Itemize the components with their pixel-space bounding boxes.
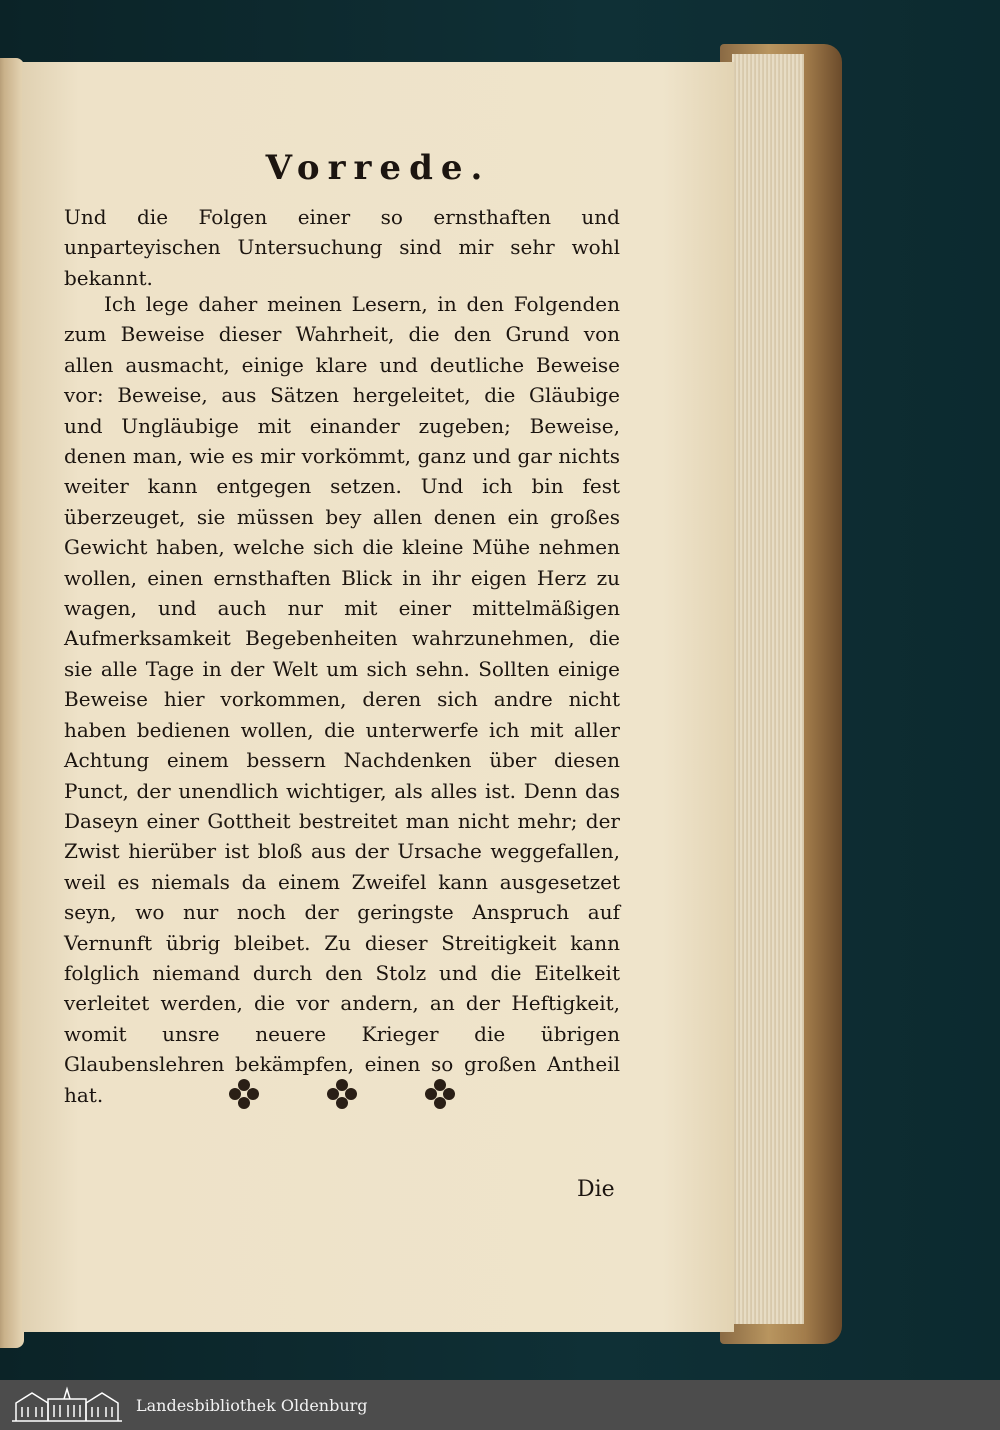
paragraph-2: Ich lege daher meinen Lesern, in den Folgenden zum Beweise dieser Wahrheit, die den Grund von allen ausmacht, einige klare und deutliche Beweise vor: Beweise, aus Sätzen hergeleitet, die Gläubige und Ungläubige mit einander zugeben; Beweise, denen man, wie es mir vorkömmt, ganz und gar nichts weiter kann entgegen setzen. Und ich bin fest überzeuget, sie müssen bey allen denen ein großes Gewicht haben, welche sich die kleine Mühe nehmen wollen, einen ernsthaften Blick in ihr eigen Herz zu wagen, und auch nur mit einer mittelmäßigen Aufmerksamkeit Begebenheiten wahrzunehmen, die sie alle Tage in der Welt um sich sehn. Sollten einige Beweise hier vorkommen, deren sich andre nicht haben bedienen wollen, die unterwerfe ich mit aller Achtung einem bessern Nachdenken über diesen Punct, der unendlich wichtiger, als alles ist. Denn das Daseyn einer Gottheit bestreitet man nicht mehr; der Zwist hierüber ist bloß aus der Ursache weggefallen, weil es niemals da einem Zweifel kann ausgesetzet seyn, wo nur noch der geringste Anspruch auf Vernunft übrig bleibet. Zu dieser Streitigkeit kann folglich niemand durch den Stolz und die Eitelkeit verleitet werden, die vor andern, an der Heftigkeit, womit unsre neuere Krieger die übrigen Glaubenslehren bekämpfen, einen so großen Antheil hat. [64,292,620,1107]
ornament-icon [325,1077,359,1111]
footer-bar [0,1380,1000,1430]
catchword: Die [577,1177,615,1202]
library-name: Landesbibliothek Oldenburg [136,1395,368,1415]
ornament-row [227,1077,457,1111]
ornament-icon [423,1077,457,1111]
page-heading: Vorrede. [265,148,491,188]
book-page [22,62,734,1332]
left-page-edge [0,58,24,1348]
page-stack-edge [732,54,804,1324]
library-building-logo [8,1385,126,1425]
ornament-icon [227,1077,261,1111]
paragraph-1: Und die Folgen einer so ernsthaften und unparteyischen Untersuchung sind mir sehr wohl bekannt. [64,205,620,290]
